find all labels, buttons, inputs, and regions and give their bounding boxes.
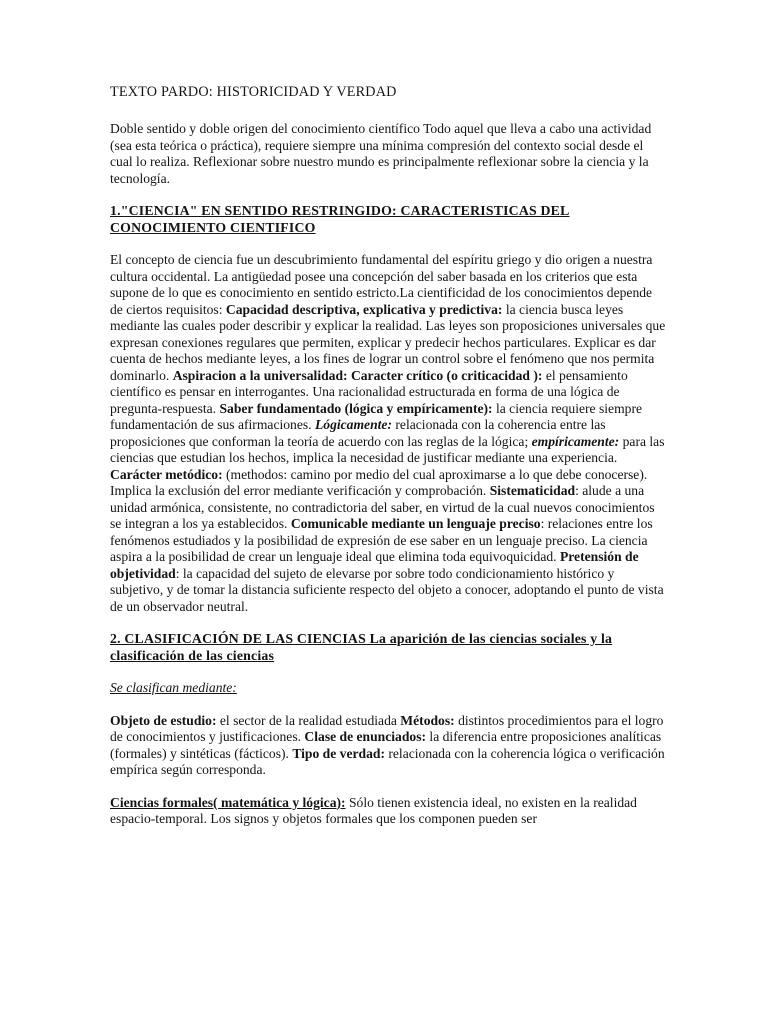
bold-term: Capacidad descriptiva, explicativa y predictiva: (225, 301, 503, 317)
bold-term: Comunicable mediante un lenguaje preciso (290, 516, 541, 531)
text-run: para las ciencias que estudian los hechos, implica la necesidad de justificar mediante una experiencia. (110, 433, 665, 465)
text-run: (methodos: camino por medio del cual aproximarse a lo que debe conocerse). Implica la exclusión del error mediante verificación y comprobación. (110, 466, 648, 498)
text-run: el pensamiento científico es pensar en interrogantes. Una racionalidad estructurada en forma de una lógica de pregunta-respuesta. (110, 367, 628, 416)
bold-term: Sistematicidad (489, 483, 576, 498)
document-title: TEXTO PARDO: HISTORICIDAD Y VERDAD (110, 84, 397, 100)
bold-term: Carácter metódico: (110, 466, 223, 482)
bold-term: Saber fundamentado (lógica y empíricamente): (219, 400, 493, 416)
text-run: : alude a una unidad armónica, consistente, no contradictoria del saber, en virtud de la cual nuevos conocimientos se integran a los ya establecidos. (110, 483, 655, 531)
bold-term: Tipo de verdad: (292, 745, 385, 761)
text-run: Sólo tienen existencia ideal, no existen en la realidad espacio-temporal. Los signos y objetos formales que los componen pueden ser (110, 794, 637, 826)
formal-sciences-paragraph (110, 795, 668, 828)
text-run: relacionada con la coherencia entre las proposiciones que conforman la teoría de acuerdo con las reglas de la lógica; (110, 417, 606, 449)
bold-term: Métodos: (400, 712, 455, 728)
section-2-heading: 2. CLASIFICACIÓN DE LAS CIENCIAS La aparición de las ciencias sociales y la clasificación de las ciencias (110, 631, 613, 663)
section-1-heading: 1."CIENCIA" EN SENTIDO RESTRINGIDO: CARACTERISTICAS DEL CONOCIMIENTO CIENTIFICO (110, 203, 570, 235)
text-run: relacionada con la coherencia lógica o verificación empírica según corresponda. (110, 745, 665, 777)
text-run: la ciencia busca leyes mediante las cuales poder describir y explicar la realidad. Las leyes son proposiciones universales que expresan conexiones regulares que permiten, explicar y predecir hechos particulares. Explicar es dar cuenta de hechos mediante leyes, a los fines de lograr un control sobre el fenómeno que nos permita dominarlo. (110, 301, 666, 383)
formal-sciences-label: Ciencias formales( matemática y lógica): (110, 794, 346, 810)
bold-term: Clase de enunciados: (304, 729, 427, 744)
classification-paragraph (110, 713, 668, 779)
text-run: : la capacidad del sujeto de elevarse por sobre todo condicionamiento histórico y subjetivo, y de tomar la distancia suficiente respecto del objeto a conocer, adoptando el punto de vista de un observador neutral. (110, 565, 664, 614)
section-1-paragraph (110, 252, 668, 615)
text-run: la diferencia entre proposiciones analíticas (formales) y sintéticas (fácticos). (110, 729, 662, 761)
text-run: : relaciones entre los fenómenos estudiados y la posibilidad de expresión de ese saber en un lenguaje preciso. La ciencia aspira a la posibilidad de crear un lenguaje ideal que elimina toda equivoquicidad. (110, 516, 653, 564)
bold-term: Aspiracion a la universalidad: Caracter crítico (o criticacidad ): (172, 367, 543, 383)
text-run: el sector de la realidad estudiada (216, 712, 401, 728)
text-run: El concepto de ciencia fue un descubrimiento fundamental del espíritu griego y dio origen a nuestra cultura occidental. La antigüedad posee una concepción del saber basada en los criterios que esta supone de lo que es conocimiento en sentido estricto.La cientificidad de los conocimientos depende de ciertos requisitos: (110, 252, 653, 317)
text-run: distintos procedimientos para el logro de conocimientos y justificaciones. (110, 712, 664, 744)
section-2-subheading: Se clasifican mediante: (110, 680, 237, 695)
bold-term: Objeto de estudio: (110, 712, 217, 728)
bold-italic-term: empíricamente: (531, 433, 620, 449)
text-run: la ciencia requiere siempre fundamentación de sus afirmaciones. (110, 400, 643, 432)
bold-italic-term: Lógicamente: (314, 417, 392, 432)
bold-term: Pretensión de objetividad (110, 549, 639, 581)
intro-paragraph: Doble sentido y doble origen del conocimiento científico Todo aquel que lleva a cabo una actividad (sea esta teórica o práctica), requiere siempre una mínima compresión del contexto social desde el cual lo realiza. Reflexionar sobre nuestro mundo es principalmente reflexionar sobre la ciencia y la tecnología. (110, 121, 652, 186)
